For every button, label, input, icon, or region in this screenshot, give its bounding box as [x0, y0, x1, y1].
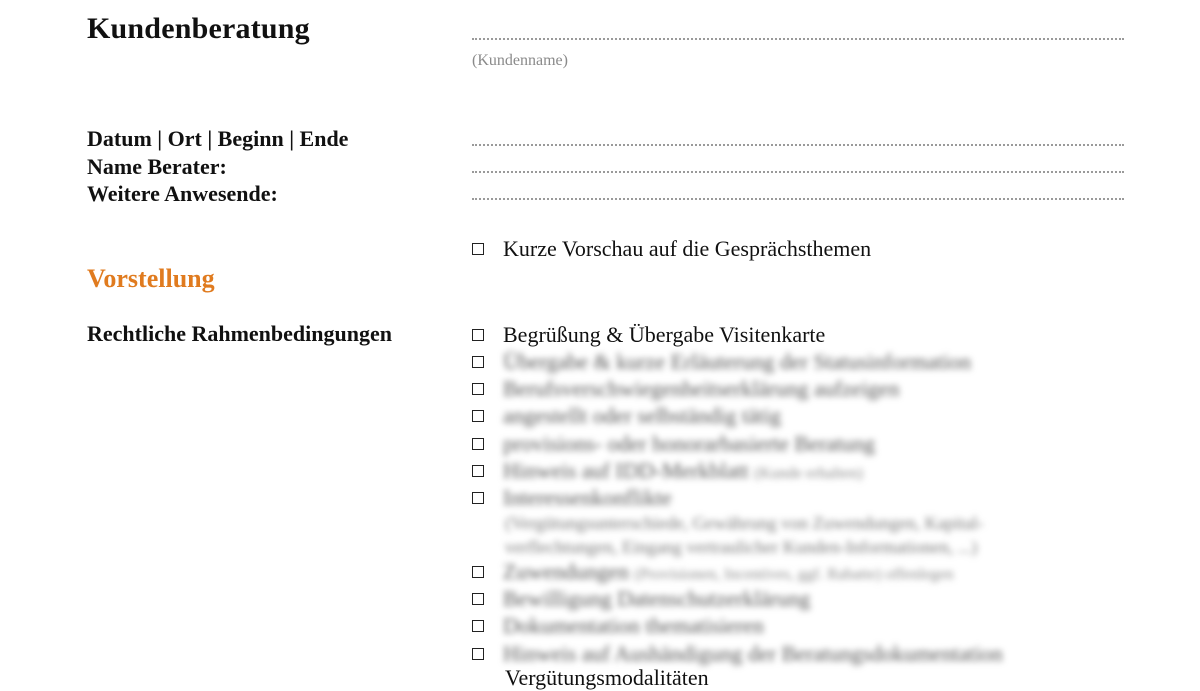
- checklist-item: [472, 402, 781, 429]
- subsection-title: Rechtliche Rahmenbedingungen: [87, 321, 392, 346]
- advisor-name-label: Name Berater:: [87, 154, 227, 179]
- other-attendees-label: Weitere Anwesende:: [87, 181, 278, 206]
- checkbox-icon[interactable]: [472, 329, 484, 341]
- checklist-item-preview: [472, 235, 871, 262]
- checklist-item-label: Bewilligung Datenschutzerklärung: [503, 586, 811, 611]
- checklist-item-note: (Kunde erhalten): [754, 465, 863, 482]
- checkbox-icon[interactable]: [472, 566, 484, 578]
- checkbox-icon[interactable]: [472, 620, 484, 632]
- customer-name-line[interactable]: [472, 38, 1124, 40]
- checklist-item: [472, 612, 764, 639]
- section-title: Vorstellung: [87, 264, 215, 293]
- checklist-item-label: Kurze Vorschau auf die Gesprächsthemen: [503, 236, 872, 261]
- advisor-name-line[interactable]: [472, 171, 1124, 173]
- checklist-item: [472, 457, 863, 487]
- checklist-item: [472, 640, 1003, 667]
- checklist-item-label: Berufsverschwiegenheitserklärung aufzeigen: [503, 376, 900, 401]
- checklist-item-label: Interessenkonflikte: [503, 485, 672, 510]
- checklist-item: [472, 348, 971, 375]
- date-place-time-line[interactable]: [472, 144, 1124, 146]
- checklist-item-label: Übergabe & kurze Erläuterung der Statusinformation: [503, 349, 972, 374]
- checklist-item-note: (Provisionen, Incentives, ggf. Rabatte) offenlegen: [634, 566, 954, 583]
- checklist-item: [472, 430, 875, 457]
- conflict-note-line: verflechtungen, Eingang vertraulicher Kunden-Informationen, ...): [505, 537, 978, 557]
- document-title: Kundenberatung: [87, 12, 310, 45]
- checkbox-icon[interactable]: [472, 465, 484, 477]
- checklist-item-cutoff: Vergütungsmodalitäten: [505, 665, 709, 690]
- checklist-item: [472, 484, 672, 511]
- conflict-note-line: (Vergütungsunterschiede, Gewährung von Zuwendungen, Kapital-: [505, 513, 984, 533]
- checkbox-icon[interactable]: [472, 383, 484, 395]
- checkbox-icon[interactable]: [472, 243, 484, 255]
- checklist-item: [472, 558, 954, 588]
- checkbox-icon[interactable]: [472, 438, 484, 450]
- checklist-item: [472, 321, 825, 348]
- checkbox-icon[interactable]: [472, 593, 484, 605]
- checkbox-icon[interactable]: [472, 648, 484, 660]
- customer-name-hint: (Kundenname): [472, 52, 568, 69]
- checklist-item-label: Zuwendungen: [503, 559, 629, 584]
- checklist-item-label: angestellt oder selbständig tätig: [503, 403, 781, 428]
- checkbox-icon[interactable]: [472, 356, 484, 368]
- checklist-item: [472, 375, 899, 402]
- checkbox-icon[interactable]: [472, 410, 484, 422]
- checklist-item-label: provisions- oder honorarbasierte Beratung: [503, 431, 876, 456]
- other-attendees-line[interactable]: [472, 198, 1124, 200]
- checklist-item: [472, 585, 810, 612]
- checklist-item-label: Dokumentation thematisieren: [503, 613, 764, 638]
- checklist-item-label: Hinweis auf Aushändigung der Beratungsdokumentation: [503, 641, 1003, 666]
- checkbox-icon[interactable]: [472, 492, 484, 504]
- checklist-item-label: Hinweis auf IDD-Merkblatt: [503, 458, 749, 483]
- checklist-item-label: Begrüßung & Übergabe Visitenkarte: [503, 322, 826, 347]
- date-place-time-label: Datum | Ort | Beginn | Ende: [87, 126, 349, 151]
